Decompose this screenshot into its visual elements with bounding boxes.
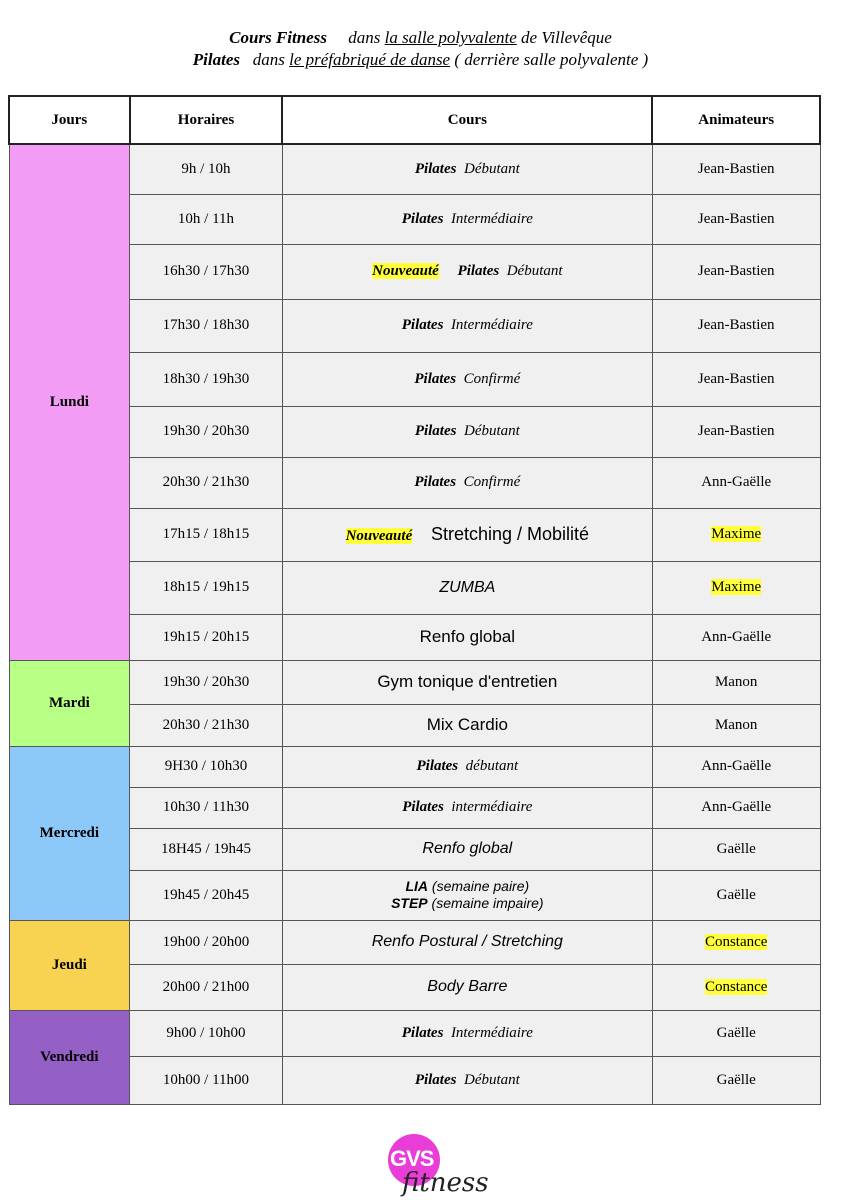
time-cell: 19h30 / 20h30 (130, 406, 283, 457)
course-cell (282, 870, 652, 920)
course-cell (282, 787, 652, 828)
animateur-cell (652, 561, 820, 614)
animateur-name: Jean-Bastien (697, 370, 775, 387)
animateur-cell (652, 746, 820, 787)
time-cell: 10h / 11h (130, 194, 283, 244)
course-note: (semaine paire) (431, 878, 530, 894)
animateur-name: Gaëlle (716, 886, 756, 903)
course-name: Pilates (401, 210, 444, 227)
time-cell: 9h / 10h (130, 144, 283, 194)
course-cell (282, 561, 652, 614)
table-row (9, 870, 820, 920)
course-level: Débutant (463, 1071, 520, 1088)
course-name: Pilates (402, 799, 444, 815)
animateur-name: Gaëlle (716, 840, 756, 857)
table-header-row (9, 96, 820, 144)
animateur-cell (652, 457, 820, 508)
new-badge: Nouveauté (372, 263, 439, 279)
header-location: la salle polyvalente (384, 28, 517, 47)
table-row (9, 1056, 820, 1104)
animateur-cell (652, 660, 820, 704)
animateur-cell (652, 870, 820, 920)
course-line (283, 878, 652, 895)
course-cell (282, 704, 652, 746)
time-cell: 18h30 / 19h30 (130, 352, 283, 406)
animateur-cell (652, 1056, 820, 1104)
time-cell: 20h30 / 21h30 (130, 704, 283, 746)
course-cell (282, 660, 652, 704)
course-level: Débutant (506, 263, 563, 279)
animateur-cell (652, 194, 820, 244)
course-cell (282, 1056, 652, 1104)
course-name: Renfo global (422, 840, 513, 857)
course-name: Mix Cardio (426, 715, 508, 734)
animateur-name: Jean-Bastien (697, 317, 775, 333)
gvs-fitness-logo (380, 1132, 490, 1200)
header-text: dans (252, 50, 285, 69)
table-row (9, 920, 820, 964)
course-name: Pilates (401, 1024, 444, 1041)
animateur-cell (652, 406, 820, 457)
table-row (9, 704, 820, 746)
new-badge: Nouveauté (345, 528, 413, 544)
course-name: Stretching / Mobilité (430, 524, 590, 544)
time-cell: 17h30 / 18h30 (130, 299, 283, 352)
time-cell: 19h45 / 20h45 (130, 870, 283, 920)
course-cell (282, 746, 652, 787)
animateur-name: Gaëlle (716, 1024, 756, 1041)
header-title-fitness: Cours Fitness (229, 28, 327, 47)
table-row (9, 1010, 820, 1056)
time-cell: 19h00 / 20h00 (130, 920, 283, 964)
course-name: Pilates (401, 317, 444, 333)
course-name: Renfo global (419, 627, 516, 646)
course-level: débutant (465, 758, 519, 774)
time-cell: 17h15 / 18h15 (130, 508, 283, 561)
day-cell: Vendredi (9, 1010, 130, 1104)
course-name: Pilates (416, 758, 459, 774)
course-name: Pilates (457, 263, 500, 279)
table-row (9, 508, 820, 561)
table-row (9, 457, 820, 508)
table-row (9, 660, 820, 704)
animateur-name: Maxime (711, 526, 762, 542)
table-row (9, 561, 820, 614)
animateur-cell (652, 299, 820, 352)
course-name: Renfo Postural / Stretching (371, 933, 563, 950)
time-cell: 18H45 / 19h45 (130, 828, 283, 870)
course-level: Débutant (463, 160, 520, 177)
course-name: Pilates (414, 370, 457, 387)
day-cell: Mercredi (9, 746, 130, 920)
time-cell: 18h15 / 19h15 (130, 561, 283, 614)
animateur-name: Ann-Gaëlle (701, 628, 772, 645)
animateur-name: Jean-Bastien (697, 210, 775, 227)
animateur-name: Ann-Gaëlle (701, 474, 772, 490)
time-cell: 10h30 / 11h30 (130, 787, 283, 828)
course-name: Pilates (414, 160, 457, 177)
animateur-cell (652, 244, 820, 299)
animateur-cell (652, 352, 820, 406)
animateur-name: Ann-Gaëlle (701, 758, 772, 774)
course-cell (282, 1010, 652, 1056)
time-cell: 16h30 / 17h30 (130, 244, 283, 299)
course-cell (282, 920, 652, 964)
header-title-pilates: Pilates (192, 50, 240, 69)
table-row (9, 194, 820, 244)
time-cell: 9h00 / 10h00 (130, 1010, 283, 1056)
header-line-2 (0, 50, 841, 70)
column-header-jours: Jours (9, 96, 130, 144)
animateur-name: Gaëlle (716, 1071, 756, 1088)
time-cell: 19h30 / 20h30 (130, 660, 283, 704)
course-level: Confirmé (463, 474, 521, 490)
course-level: Intermédiaire (450, 210, 533, 227)
animateur-name: Constance (704, 978, 768, 995)
course-level: Intermédiaire (450, 317, 533, 333)
schedule-table (8, 95, 821, 1105)
course-cell (282, 614, 652, 660)
table-row (9, 244, 820, 299)
time-cell: 10h00 / 11h00 (130, 1056, 283, 1104)
time-cell: 20h30 / 21h30 (130, 457, 283, 508)
table-row (9, 828, 820, 870)
course-cell (282, 352, 652, 406)
column-header-cours: Cours (282, 96, 652, 144)
logo-script: fitness (402, 1168, 489, 1198)
animateur-cell (652, 920, 820, 964)
course-level: Intermédiaire (450, 1024, 533, 1041)
animateur-name: Constance (704, 933, 768, 950)
animateur-cell (652, 828, 820, 870)
animateur-cell (652, 614, 820, 660)
day-cell: Jeudi (9, 920, 130, 1010)
table-row (9, 746, 820, 787)
animateur-name: Ann-Gaëlle (701, 799, 772, 815)
table-row (9, 299, 820, 352)
column-header-horaires: Horaires (130, 96, 283, 144)
header-line-1 (0, 28, 841, 48)
table-row (9, 352, 820, 406)
course-level: Confirmé (463, 370, 521, 387)
time-cell: 20h00 / 21h00 (130, 964, 283, 1010)
animateur-name: Manon (714, 673, 758, 690)
table-row (9, 144, 820, 194)
course-cell (282, 299, 652, 352)
course-cell (282, 194, 652, 244)
animateur-name: Jean-Bastien (697, 423, 775, 439)
animateur-cell (652, 508, 820, 561)
course-name: Pilates (414, 474, 457, 490)
animateur-cell (652, 144, 820, 194)
course-name: ZUMBA (439, 578, 496, 596)
course-name: LIA (405, 878, 429, 894)
table-row (9, 406, 820, 457)
course-name: Pilates (414, 1071, 457, 1088)
animateur-cell (652, 787, 820, 828)
header-text: dans (348, 28, 381, 47)
course-cell (282, 964, 652, 1010)
course-cell (282, 144, 652, 194)
animateur-cell (652, 964, 820, 1010)
day-cell: Mardi (9, 660, 130, 746)
course-name: Pilates (414, 423, 457, 439)
header-text: de Villevêque (521, 28, 612, 47)
animateur-name: Jean-Bastien (697, 160, 775, 177)
course-cell (282, 508, 652, 561)
course-cell (282, 457, 652, 508)
table-row (9, 964, 820, 1010)
time-cell: 9H30 / 10h30 (130, 746, 283, 787)
animateur-name: Jean-Bastien (697, 263, 775, 279)
course-line (283, 895, 652, 912)
course-cell (282, 406, 652, 457)
course-level: intermédiaire (451, 799, 533, 815)
time-cell: 19h15 / 20h15 (130, 614, 283, 660)
logo-brand: GVS (390, 1146, 434, 1171)
header-location: le préfabriqué de danse (289, 50, 451, 69)
column-header-animateurs: Animateurs (652, 96, 820, 144)
animateur-cell (652, 1010, 820, 1056)
course-level: Débutant (463, 423, 520, 439)
animateur-name: Manon (714, 716, 758, 733)
table-row (9, 614, 820, 660)
table-row (9, 787, 820, 828)
schedule-body (9, 144, 820, 1104)
course-cell (282, 828, 652, 870)
course-name: Gym tonique d'entretien (377, 672, 558, 691)
course-cell (282, 244, 652, 299)
animateur-cell (652, 704, 820, 746)
header-text: ( derrière salle polyvalente ) (454, 50, 649, 69)
animateur-name: Maxime (711, 579, 762, 595)
course-name: Body Barre (427, 978, 508, 995)
course-name: STEP (391, 895, 428, 911)
day-cell: Lundi (9, 144, 130, 660)
course-note: (semaine impaire) (431, 895, 544, 911)
